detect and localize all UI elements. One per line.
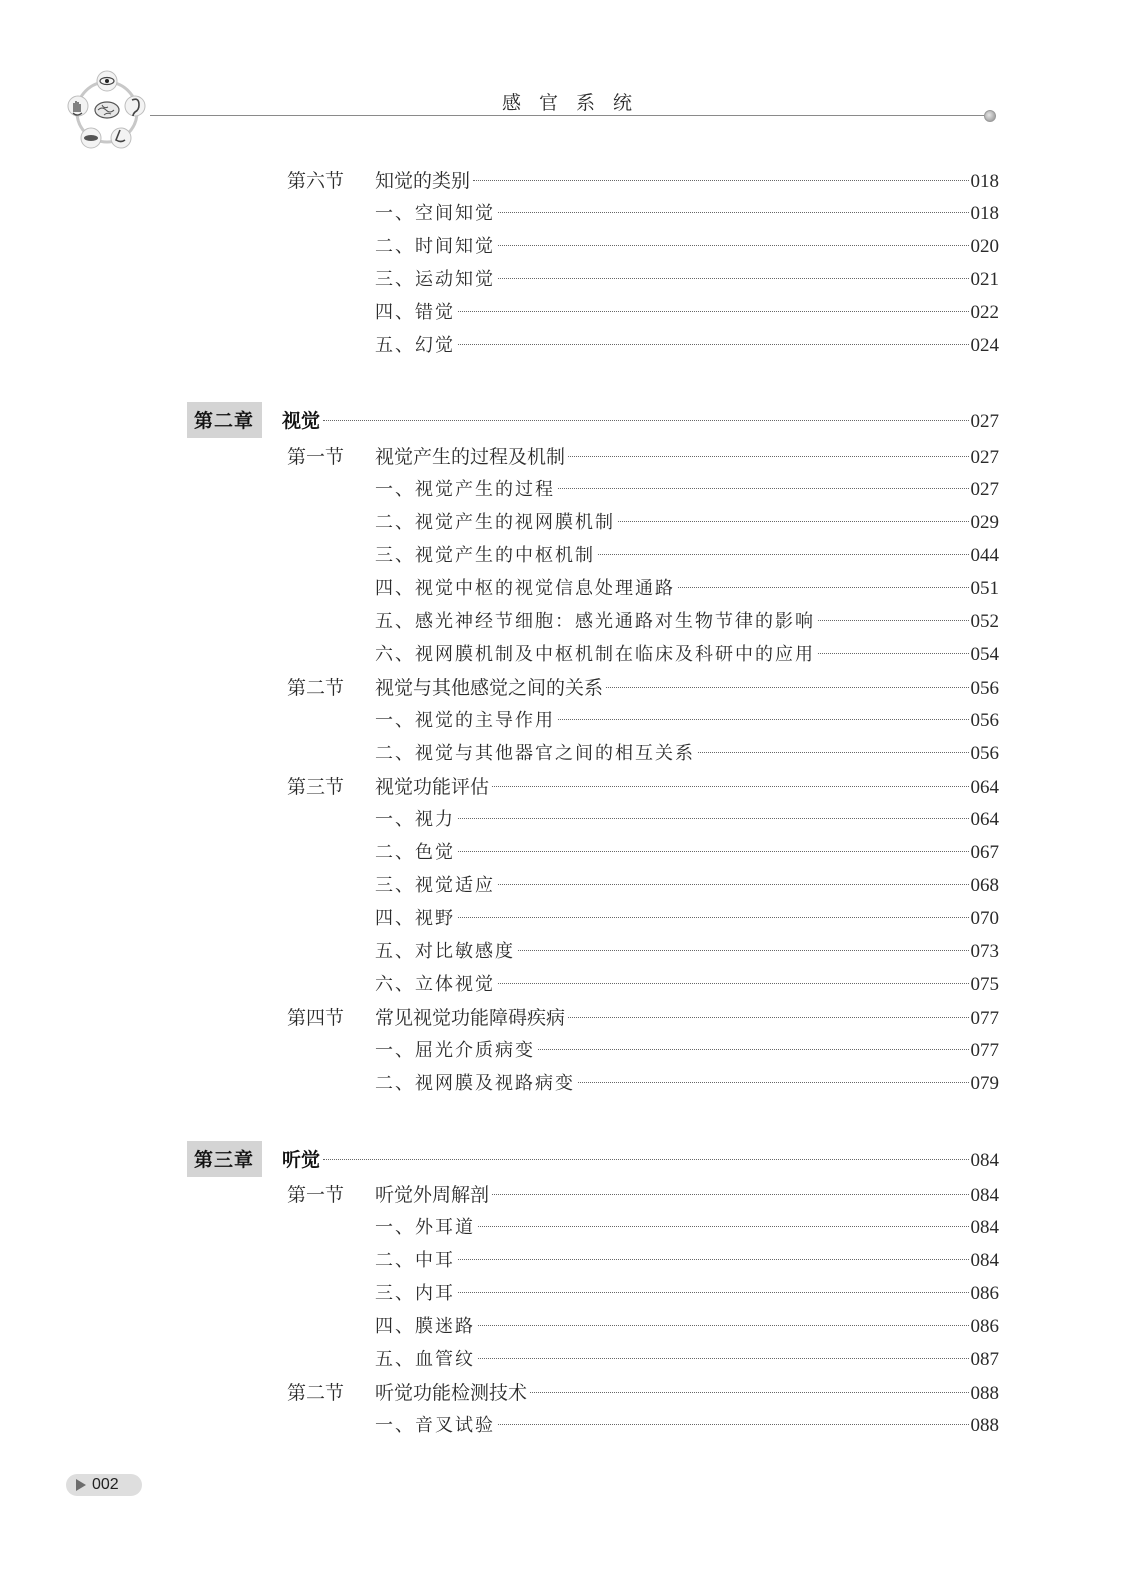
page-number-ref: 052 <box>970 611 999 632</box>
toc-section-row <box>287 166 999 193</box>
running-header-title: 感 官 系 统 <box>501 92 639 114</box>
page-number-ref: 070 <box>970 908 999 929</box>
dot-leader <box>538 1049 969 1050</box>
item-title: 一、视觉的主导作用 <box>375 710 555 731</box>
page-number-ref: 084 <box>970 1217 999 1238</box>
ear-icon <box>125 96 145 116</box>
toc-item-row <box>375 1345 999 1371</box>
page-number-ref: 073 <box>970 941 999 962</box>
toc-chapter-row <box>187 402 999 438</box>
play-arrow-icon <box>76 1479 86 1491</box>
page-number: 002 <box>92 1476 119 1493</box>
page-number-ref: 018 <box>970 203 999 224</box>
dot-leader <box>578 1082 969 1083</box>
toc-section-row <box>287 673 999 700</box>
dot-leader <box>558 719 969 720</box>
toc-item-row <box>375 508 999 534</box>
dot-leader <box>598 554 969 555</box>
page-number-ref: 056 <box>970 710 999 731</box>
dot-leader <box>568 456 968 457</box>
item-title: 一、音叉试验 <box>375 1415 495 1436</box>
dot-leader <box>498 983 969 984</box>
tongue-icon <box>81 128 101 148</box>
item-title: 五、感光神经节细胞：感光通路对生物节律的影响 <box>375 611 815 632</box>
dot-leader <box>478 1226 969 1227</box>
section-label: 第二节 <box>287 1382 345 1404</box>
item-title: 一、外耳道 <box>375 1217 475 1238</box>
item-title: 一、视力 <box>375 809 455 830</box>
page-number-ref: 064 <box>970 777 999 798</box>
toc-item-row <box>375 265 999 291</box>
page-number-ref: 051 <box>970 578 999 599</box>
dot-leader <box>458 818 969 819</box>
item-title: 三、内耳 <box>375 1283 455 1304</box>
section-title: 听觉外周解剖 <box>375 1184 490 1206</box>
section-title: 常见视觉功能障碍疾病 <box>375 1007 566 1029</box>
item-title: 五、血管纹 <box>375 1349 475 1370</box>
dot-leader <box>498 884 969 885</box>
page-number-ref: 021 <box>970 269 999 290</box>
item-title: 六、立体视觉 <box>375 974 495 995</box>
section-label: 第一节 <box>287 1184 345 1206</box>
toc-item-row <box>375 640 999 666</box>
header-rule-end-dot <box>984 110 996 122</box>
page-number-ref: 056 <box>970 743 999 764</box>
item-title: 五、幻觉 <box>375 335 455 356</box>
page-number-ref: 068 <box>970 875 999 896</box>
dot-leader <box>558 488 969 489</box>
section-label: 第三节 <box>287 776 345 798</box>
toc-item-row <box>375 298 999 324</box>
page-number-ref: 077 <box>970 1040 999 1061</box>
dot-leader <box>458 311 969 312</box>
dot-leader <box>323 1159 968 1160</box>
page-number-ref: 054 <box>970 644 999 665</box>
item-title: 二、视觉与其他器官之间的相互关系 <box>375 743 695 764</box>
item-title: 六、视网膜机制及中枢机制在临床及科研中的应用 <box>375 644 815 665</box>
toc-item-row <box>375 970 999 996</box>
item-title: 二、中耳 <box>375 1250 455 1271</box>
dot-leader <box>492 1194 968 1195</box>
toc-item-row <box>375 232 999 258</box>
page-number-ref: 087 <box>970 1349 999 1370</box>
chapter-label: 第三章 <box>187 1141 262 1177</box>
page-number-ref: 086 <box>970 1316 999 1337</box>
toc-item-row <box>375 1246 999 1272</box>
section-title: 视觉与其他感觉之间的关系 <box>375 677 604 699</box>
toc-item-row <box>375 1279 999 1305</box>
toc-item-row <box>375 1411 999 1437</box>
dot-leader <box>498 245 969 246</box>
dot-leader <box>473 180 968 181</box>
chapter-title: 听觉 <box>282 1149 321 1171</box>
toc-section-row <box>287 1378 999 1405</box>
page-number-badge <box>66 1474 142 1496</box>
toc-item-row <box>375 1312 999 1338</box>
item-title: 三、视觉产生的中枢机制 <box>375 545 595 566</box>
item-title: 一、视觉产生的过程 <box>375 479 555 500</box>
dot-leader <box>458 917 969 918</box>
item-title: 四、膜迷路 <box>375 1316 475 1337</box>
eye-icon <box>97 71 117 91</box>
dot-leader <box>478 1325 969 1326</box>
toc-section-row <box>287 1003 999 1030</box>
dot-leader <box>458 851 969 852</box>
header-rule <box>150 115 988 116</box>
brain-icon <box>95 102 119 118</box>
page-number-ref: 077 <box>970 1008 999 1029</box>
dot-leader <box>498 212 969 213</box>
page-number-ref: 027 <box>970 411 999 432</box>
dot-leader <box>478 1358 969 1359</box>
toc-item-row <box>375 331 999 357</box>
dot-leader <box>698 752 969 753</box>
page-number-ref: 088 <box>970 1415 999 1436</box>
toc-section-row <box>287 772 999 799</box>
page-number-ref: 027 <box>970 447 999 468</box>
dot-leader <box>818 620 969 621</box>
item-title: 四、视觉中枢的视觉信息处理通路 <box>375 578 675 599</box>
section-label: 第四节 <box>287 1007 345 1029</box>
toc-chapter-row <box>187 1141 999 1177</box>
dot-leader <box>498 1424 969 1425</box>
toc-item-row <box>375 199 999 225</box>
page-number-ref: 018 <box>970 171 999 192</box>
toc-item-row <box>375 1213 999 1239</box>
dot-leader <box>458 1259 969 1260</box>
toc-item-row <box>375 871 999 897</box>
dot-leader <box>568 1017 968 1018</box>
toc-item-row <box>375 937 999 963</box>
item-title: 四、视野 <box>375 908 455 929</box>
toc-item-row <box>375 805 999 831</box>
page-number-ref: 024 <box>970 335 999 356</box>
dot-leader <box>458 344 969 345</box>
section-label: 第一节 <box>287 446 345 468</box>
hand-icon <box>68 96 88 116</box>
page-number-ref: 022 <box>970 302 999 323</box>
page-number-ref: 075 <box>970 974 999 995</box>
dot-leader <box>492 786 968 787</box>
toc-item-row <box>375 574 999 600</box>
item-title: 五、对比敏感度 <box>375 941 515 962</box>
toc-section-row <box>287 442 999 469</box>
page-number-ref: 084 <box>970 1150 999 1171</box>
section-label: 第二节 <box>287 677 345 699</box>
page-number-ref: 088 <box>970 1383 999 1404</box>
section-title: 视觉产生的过程及机制 <box>375 446 566 468</box>
toc-item-row <box>375 904 999 930</box>
toc-item-row <box>375 838 999 864</box>
item-title: 一、空间知觉 <box>375 203 495 224</box>
toc-item-row <box>375 475 999 501</box>
dot-leader <box>618 521 969 522</box>
item-title: 一、屈光介质病变 <box>375 1040 535 1061</box>
page-number-ref: 067 <box>970 842 999 863</box>
section-label: 第六节 <box>287 170 345 192</box>
item-title: 二、时间知觉 <box>375 236 495 257</box>
dot-leader <box>458 1292 969 1293</box>
page-number-ref: 029 <box>970 512 999 533</box>
section-title: 知觉的类别 <box>375 170 471 192</box>
item-title: 三、运动知觉 <box>375 269 495 290</box>
toc-item-row <box>375 1036 999 1062</box>
item-title: 四、错觉 <box>375 302 455 323</box>
page-number-ref: 056 <box>970 678 999 699</box>
dot-leader <box>606 687 968 688</box>
senses-logo <box>64 70 150 154</box>
toc-item-row <box>375 607 999 633</box>
item-title: 三、视觉适应 <box>375 875 495 896</box>
chapter-title: 视觉 <box>282 410 321 432</box>
dot-leader <box>518 950 969 951</box>
toc-item-row <box>375 739 999 765</box>
item-title: 二、色觉 <box>375 842 455 863</box>
nose-icon <box>111 128 131 148</box>
page-number-ref: 044 <box>970 545 999 566</box>
page-number-ref: 027 <box>970 479 999 500</box>
dot-leader <box>818 653 969 654</box>
dot-leader <box>323 420 968 421</box>
item-title: 二、视网膜及视路病变 <box>375 1073 575 1094</box>
item-title: 二、视觉产生的视网膜机制 <box>375 512 615 533</box>
page-number-ref: 084 <box>970 1250 999 1271</box>
section-title: 听觉功能检测技术 <box>375 1382 528 1404</box>
toc-item-row <box>375 706 999 732</box>
page-number-ref: 079 <box>970 1073 999 1094</box>
chapter-label: 第二章 <box>187 402 262 438</box>
page-number-ref: 084 <box>970 1185 999 1206</box>
toc-item-row <box>375 1069 999 1095</box>
section-title: 视觉功能评估 <box>375 776 490 798</box>
page-number-ref: 064 <box>970 809 999 830</box>
page-number-ref: 086 <box>970 1283 999 1304</box>
dot-leader <box>530 1392 968 1393</box>
page-number-ref: 020 <box>970 236 999 257</box>
toc-section-row <box>287 1180 999 1207</box>
dot-leader <box>498 278 969 279</box>
dot-leader <box>678 587 969 588</box>
toc-item-row <box>375 541 999 567</box>
